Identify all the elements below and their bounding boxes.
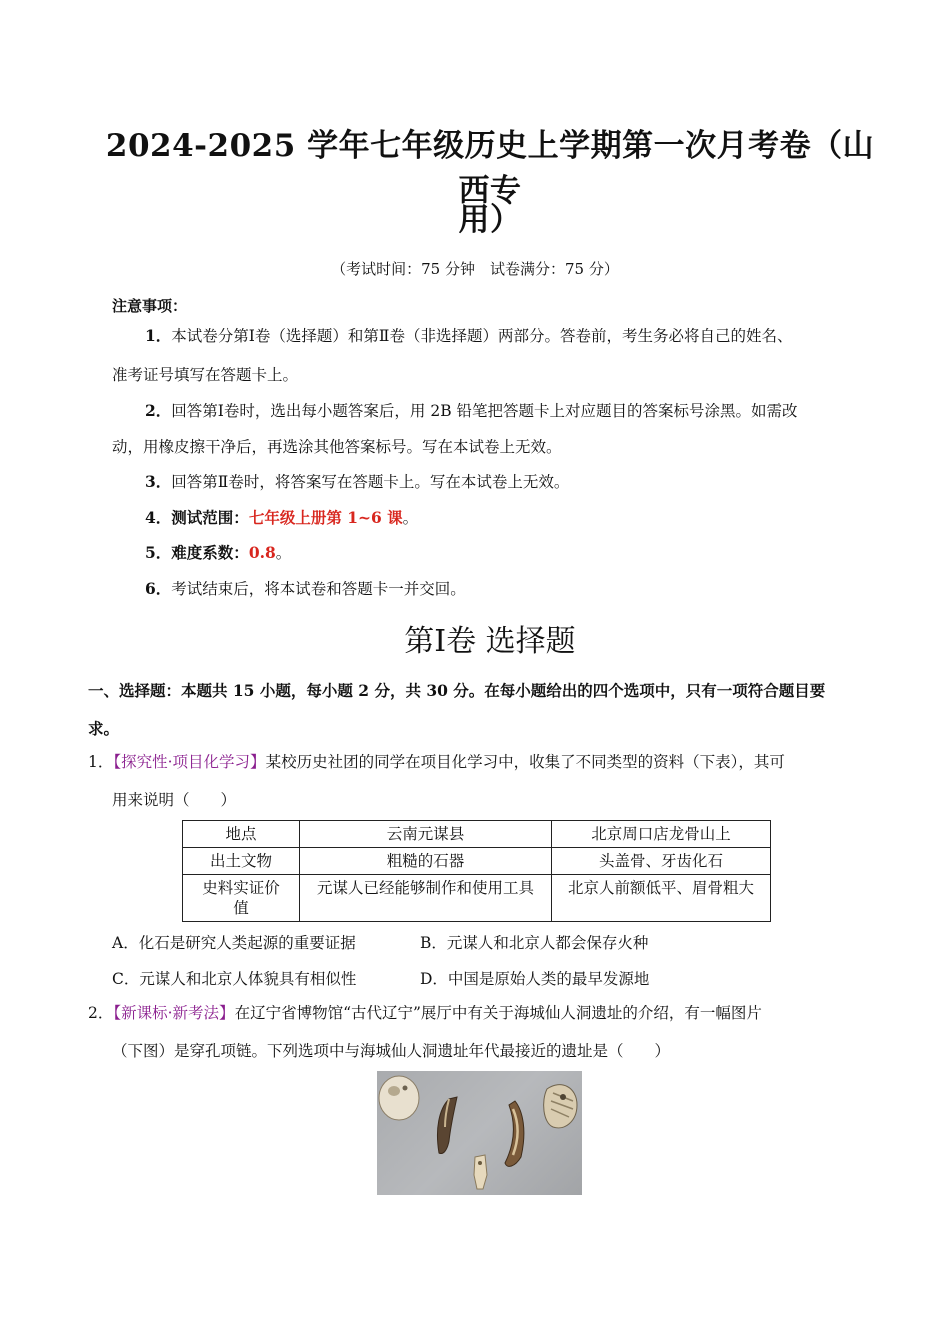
option-a[interactable]: A．化石是研究人类起源的重要证据: [112, 934, 356, 952]
option-c[interactable]: C．元谋人和北京人体貌具有相似性: [112, 970, 357, 988]
table-cell: 云南元谋县: [300, 821, 552, 848]
table-cell: 粗糙的石器: [300, 848, 552, 875]
shell-pendant-right-hole: [560, 1094, 566, 1100]
table-row: [183, 821, 771, 848]
page-title-line1: 2024-2025 学年七年级历史上学期第一次月考卷（山西专: [105, 128, 875, 209]
notice-2: [145, 393, 798, 429]
notice-6-text: 考试结束后，将本试卷和答题卡一并交回。: [171, 580, 466, 598]
question-1-num: 1．: [88, 753, 114, 771]
table-row: [183, 875, 771, 922]
question-2-tag: 【新课标·新考法】: [113, 1004, 235, 1022]
shell-pendant-right: [544, 1085, 577, 1128]
shell-pendant-left-mark: [388, 1086, 400, 1096]
page-title-line2: 用）: [458, 202, 522, 238]
question-1-stem-line2: 用来说明（ ）: [112, 791, 237, 809]
notice-3-num: 3．: [145, 472, 172, 491]
notice-heading: 注意事项：: [112, 297, 188, 315]
bone-bead-center: [474, 1155, 487, 1189]
notice-5-value: 0.8: [248, 543, 276, 562]
question-2-stem-line1: 在辽宁省博物馆“古代辽宁”展厅中有关于海城仙人洞遗址的介绍，有一幅图片: [234, 1004, 762, 1022]
option-b[interactable]: B．元谋人和北京人都会保存火种: [420, 934, 649, 952]
notice-4: [145, 500, 418, 536]
table-row: [183, 848, 771, 875]
shell-pendant-left: [379, 1076, 419, 1120]
part-heading-line1: 一、选择题：本题共 15 小题，每小题 2 分，共 30 分。在每小题给出的四个选项中，只有一项符合题目要: [88, 681, 826, 700]
notice-5-label: 难度系数：: [171, 543, 249, 562]
question-1-tag: 【探究性·项目化学习】: [113, 753, 266, 771]
table-cell: 元谋人已经能够制作和使用工具: [300, 875, 552, 922]
notice-2-line1: 回答第Ⅰ卷时，选出每小题答案后，用 2B 铅笔把答题卡上对应题目的答案标号涂黑。如需改: [171, 402, 798, 420]
exam-info: （考试时间：75 分钟 试卷满分：75 分）: [331, 260, 619, 278]
notice-1-line1: 本试卷分第Ⅰ卷（选择题）和第Ⅱ卷（非选择题）两部分。答卷前，考生务必将自己的姓名、: [171, 327, 793, 345]
option-d[interactable]: D．中国是原始人类的最早发源地: [420, 970, 650, 988]
table-cell: 头盖骨、牙齿化石: [552, 848, 771, 875]
table-cell: 地点: [183, 821, 300, 848]
notice-5-num: 5．: [145, 543, 172, 562]
notice-4-num: 4．: [145, 508, 172, 527]
notice-6-num: 6．: [145, 579, 172, 598]
question-2: [88, 996, 762, 1031]
notice-3-text: 回答第Ⅱ卷时，将答案写在答题卡上。写在本试卷上无效。: [171, 473, 570, 491]
notice-5-end: 。: [275, 544, 292, 562]
notice-1-num: 1．: [145, 326, 172, 345]
notice-2-num: 2．: [145, 401, 172, 420]
notice-1-line2: 准考证号填写在答题卡上。: [112, 366, 299, 384]
necklace-illustration: [377, 1071, 582, 1195]
notice-1: [145, 318, 792, 354]
table-cell: 史料实证价值: [183, 875, 300, 922]
bone-bead-center-hole: [478, 1161, 482, 1165]
table-cell: 北京人前额低平、眉骨粗大: [552, 875, 771, 922]
notice-4-end: 。: [402, 509, 419, 527]
question-2-num: 2．: [88, 1004, 114, 1022]
section-title: 第Ⅰ卷 选择题: [404, 624, 576, 659]
notice-6: [145, 571, 466, 607]
notice-4-label: 测试范围：: [171, 508, 249, 527]
table-cell: 出土文物: [183, 848, 300, 875]
part-heading-line2: 求。: [88, 719, 120, 738]
question-2-stem-line2: （下图）是穿孔项链。下列选项中与海城仙人洞遗址年代最接近的遗址是（ ）: [112, 1042, 671, 1060]
notice-3: [145, 464, 569, 500]
necklace-photo: [377, 1071, 582, 1195]
table-cell: 北京周口店龙骨山上: [552, 821, 771, 848]
notice-2-line2: 动，用橡皮擦干净后，再选涂其他答案标号。写在本试卷上无效。: [112, 438, 562, 456]
evidence-table: [182, 820, 771, 922]
question-1: [88, 745, 785, 780]
question-1-stem-line1: 某校历史社团的同学在项目化学习中，收集了不同类型的资料（下表），其可: [265, 753, 785, 771]
shell-pendant-left-hole: [403, 1086, 408, 1091]
notice-5: [145, 535, 291, 571]
notice-4-value: 七年级上册第 1~6 课: [248, 508, 403, 527]
